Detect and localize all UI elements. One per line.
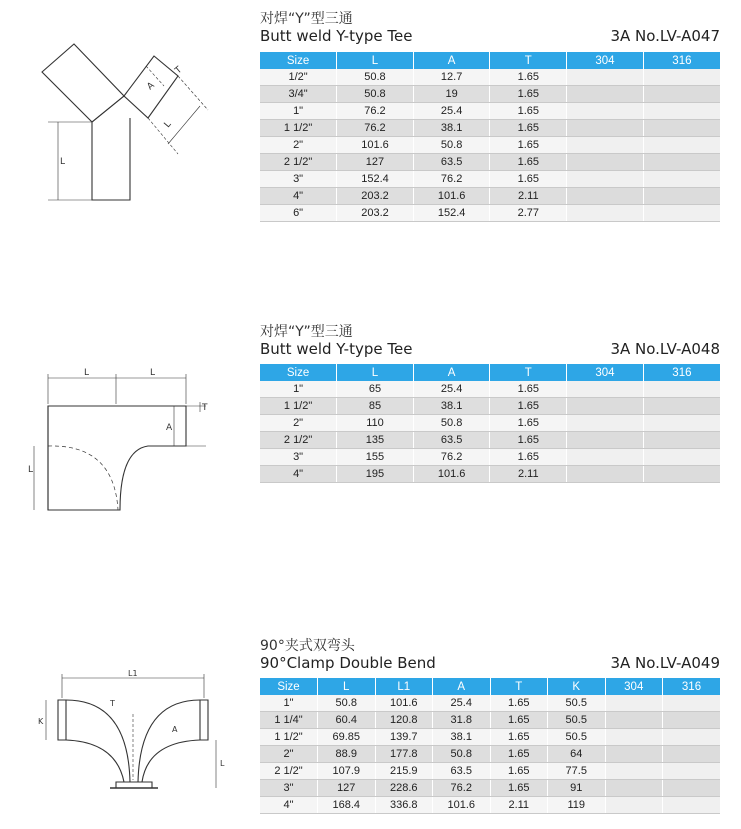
col-header-t: T: [490, 52, 567, 69]
table-cell: [643, 103, 720, 120]
col-header-l: L: [318, 678, 376, 695]
product-section-a048: [0, 316, 741, 506]
table-cell: 152.4: [337, 171, 414, 188]
col-header-size: Size: [260, 52, 337, 69]
table-cell: [643, 69, 720, 86]
table-cell: 76.2: [413, 449, 490, 466]
table-cell: 85: [337, 398, 414, 415]
col-header-l: L: [337, 364, 414, 381]
table-cell: 65: [337, 381, 414, 398]
dim-label-a: A: [145, 80, 157, 93]
spec-table: [260, 52, 720, 222]
table-cell: 1.65: [490, 120, 567, 137]
table-row: [260, 154, 720, 171]
table-cell: 50.5: [548, 712, 606, 729]
table-header-row: [260, 52, 720, 69]
table-row: [260, 171, 720, 188]
table-cell: 76.2: [413, 171, 490, 188]
table-cell: 12.7: [413, 69, 490, 86]
col-header-304: 304: [605, 678, 663, 695]
table-cell: 1.65: [490, 415, 567, 432]
table-cell: 25.4: [413, 381, 490, 398]
table-cell: 60.4: [318, 712, 376, 729]
table-cell: 1.65: [490, 712, 548, 729]
table-cell: 127: [337, 154, 414, 171]
table-cell: 1 1/2": [260, 120, 337, 137]
table-cell: 38.1: [433, 729, 491, 746]
table-cell: [567, 415, 644, 432]
table-cell: 38.1: [413, 398, 490, 415]
table-row: [260, 466, 720, 483]
dim-label-l: L: [220, 759, 225, 768]
table-cell: 76.2: [433, 780, 491, 797]
table-cell: 1.65: [490, 398, 567, 415]
table-cell: 1.65: [490, 695, 548, 712]
table-cell: 120.8: [375, 712, 433, 729]
table-row: [260, 137, 720, 154]
table-cell: 76.2: [337, 120, 414, 137]
table-cell: 50.8: [337, 69, 414, 86]
table-cell: 1.65: [490, 449, 567, 466]
dim-label-t: T: [110, 699, 115, 708]
table-cell: 2 1/2": [260, 154, 337, 171]
table-cell: 1 1/2": [260, 729, 318, 746]
table-cell: 1.65: [490, 171, 567, 188]
table-cell: 1.65: [490, 381, 567, 398]
col-header-k: K: [548, 678, 606, 695]
table-body: [260, 69, 720, 222]
table-cell: [643, 120, 720, 137]
spec-table: [260, 678, 720, 814]
col-header-t: T: [490, 364, 567, 381]
table-cell: 4": [260, 188, 337, 205]
table-cell: 101.6: [375, 695, 433, 712]
table-row: [260, 86, 720, 103]
table-row: [260, 381, 720, 398]
table-cell: 88.9: [318, 746, 376, 763]
table-cell: [567, 171, 644, 188]
table-cell: [663, 712, 721, 729]
table-cell: 3": [260, 780, 318, 797]
table-cell: 1": [260, 103, 337, 120]
col-header-size: Size: [260, 678, 318, 695]
table-header-row: [260, 364, 720, 381]
table-cell: [605, 712, 663, 729]
table-cell: 215.9: [375, 763, 433, 780]
section-title-cn: 90°夹式双弯头: [260, 638, 355, 654]
table-cell: [605, 729, 663, 746]
table-row: [260, 103, 720, 120]
section-title-en: Butt weld Y-type Tee: [260, 27, 413, 45]
table-cell: [567, 432, 644, 449]
col-header-a: A: [413, 52, 490, 69]
table-cell: [605, 763, 663, 780]
table-cell: [567, 103, 644, 120]
table-cell: 177.8: [375, 746, 433, 763]
table-cell: 135: [337, 432, 414, 449]
table-cell: 1.65: [490, 86, 567, 103]
col-header-l: L: [337, 52, 414, 69]
table-cell: 50.8: [337, 86, 414, 103]
table-row: [260, 188, 720, 205]
section-title-cn: 对焊“Y”型三通: [260, 324, 353, 340]
table-cell: 77.5: [548, 763, 606, 780]
table-cell: 1.65: [490, 69, 567, 86]
table-cell: [643, 188, 720, 205]
table-cell: 203.2: [337, 205, 414, 222]
table-cell: 25.4: [433, 695, 491, 712]
table-cell: 2 1/2": [260, 763, 318, 780]
table-cell: 1.65: [490, 763, 548, 780]
table-row: [260, 449, 720, 466]
table-row: [260, 69, 720, 86]
dim-label-t: T: [202, 403, 208, 413]
table-cell: 50.8: [433, 746, 491, 763]
dim-label-t: T: [173, 65, 185, 77]
dim-label-a: A: [172, 725, 178, 734]
table-row: [260, 432, 720, 449]
dim-label-a: A: [166, 423, 173, 433]
table-cell: 2": [260, 415, 337, 432]
table-cell: [663, 729, 721, 746]
section-title-en: Butt weld Y-type Tee: [260, 340, 413, 358]
dim-label-k: K: [38, 717, 44, 726]
table-cell: 2.11: [490, 188, 567, 205]
table-cell: 152.4: [413, 205, 490, 222]
table-cell: 64: [548, 746, 606, 763]
table-cell: [605, 780, 663, 797]
table-cell: [567, 466, 644, 483]
table-cell: [605, 746, 663, 763]
table-cell: 50.5: [548, 729, 606, 746]
table-cell: 203.2: [337, 188, 414, 205]
table-cell: 2": [260, 746, 318, 763]
table-cell: [567, 86, 644, 103]
table-cell: 127: [318, 780, 376, 797]
table-cell: 91: [548, 780, 606, 797]
table-cell: [643, 381, 720, 398]
table-cell: 1.65: [490, 137, 567, 154]
table-body: [260, 695, 720, 814]
table-row: [260, 695, 720, 712]
product-code: 3A No.LV-A047: [610, 27, 720, 45]
table-cell: [567, 137, 644, 154]
table-cell: 107.9: [318, 763, 376, 780]
col-header-t: T: [490, 678, 548, 695]
table-cell: 3": [260, 171, 337, 188]
table-cell: 50.8: [413, 415, 490, 432]
table-cell: 63.5: [433, 763, 491, 780]
table-cell: 76.2: [337, 103, 414, 120]
product-code: 3A No.LV-A048: [610, 340, 720, 358]
product-section-a049: [0, 630, 741, 829]
table-cell: 6": [260, 205, 337, 222]
dim-label-l-height: L: [28, 465, 34, 475]
table-cell: [567, 120, 644, 137]
table-cell: 63.5: [413, 154, 490, 171]
table-cell: [643, 86, 720, 103]
table-cell: [643, 137, 720, 154]
dim-label-l1: L1: [128, 670, 138, 678]
table-cell: 101.6: [337, 137, 414, 154]
table-cell: [567, 154, 644, 171]
table-cell: [663, 746, 721, 763]
table-cell: [663, 797, 721, 814]
table-cell: [567, 398, 644, 415]
table-cell: 31.8: [433, 712, 491, 729]
table-cell: 139.7: [375, 729, 433, 746]
table-cell: 1/2": [260, 69, 337, 86]
table-row: [260, 415, 720, 432]
table-cell: 110: [337, 415, 414, 432]
double-bend-drawing: [36, 670, 236, 800]
table-cell: 1": [260, 381, 337, 398]
col-header-316: 316: [643, 364, 720, 381]
col-header-304: 304: [567, 52, 644, 69]
table-cell: [567, 69, 644, 86]
table-cell: [567, 449, 644, 466]
dim-label-l-left: L: [84, 368, 90, 378]
table-cell: 25.4: [413, 103, 490, 120]
table-cell: 50.8: [413, 137, 490, 154]
table-cell: 336.8: [375, 797, 433, 814]
table-row: [260, 746, 720, 763]
table-cell: [643, 154, 720, 171]
col-header-316: 316: [663, 678, 721, 695]
table-row: [260, 780, 720, 797]
table-cell: 1 1/2": [260, 398, 337, 415]
col-header-304: 304: [567, 364, 644, 381]
table-cell: 1.65: [490, 729, 548, 746]
table-cell: 50.5: [548, 695, 606, 712]
table-cell: 69.85: [318, 729, 376, 746]
table-cell: [663, 780, 721, 797]
table-cell: 4": [260, 797, 318, 814]
table-cell: 228.6: [375, 780, 433, 797]
table-cell: [567, 188, 644, 205]
table-cell: [643, 466, 720, 483]
product-code: 3A No.LV-A049: [610, 654, 720, 672]
equal-tee-drawing: [28, 364, 218, 514]
table-row: [260, 729, 720, 746]
table-cell: 119: [548, 797, 606, 814]
table-cell: [663, 695, 721, 712]
table-row: [260, 398, 720, 415]
dim-label-l-right: L: [150, 368, 156, 378]
table-cell: 3/4": [260, 86, 337, 103]
table-cell: 1 1/4": [260, 712, 318, 729]
table-cell: 50.8: [318, 695, 376, 712]
table-row: [260, 797, 720, 814]
table-row: [260, 712, 720, 729]
spec-table: [260, 364, 720, 483]
table-cell: 195: [337, 466, 414, 483]
table-cell: [663, 763, 721, 780]
table-cell: [567, 205, 644, 222]
table-cell: [643, 205, 720, 222]
col-header-l1: L1: [375, 678, 433, 695]
table-cell: 19: [413, 86, 490, 103]
table-cell: 1.65: [490, 154, 567, 171]
table-cell: 38.1: [413, 120, 490, 137]
table-row: [260, 120, 720, 137]
table-cell: 4": [260, 466, 337, 483]
table-cell: 1.65: [490, 746, 548, 763]
table-cell: 101.6: [413, 466, 490, 483]
table-cell: 2 1/2": [260, 432, 337, 449]
table-row: [260, 763, 720, 780]
section-title-en: 90°Clamp Double Bend: [260, 654, 436, 672]
table-cell: [643, 415, 720, 432]
table-cell: 63.5: [413, 432, 490, 449]
y-tee-drawing: [28, 36, 243, 216]
table-cell: [567, 381, 644, 398]
table-cell: [643, 398, 720, 415]
table-cell: [643, 432, 720, 449]
table-header-row: [260, 678, 720, 695]
table-cell: [605, 797, 663, 814]
table-cell: 1.65: [490, 780, 548, 797]
table-cell: 1.65: [490, 432, 567, 449]
product-section-a047: [0, 0, 741, 240]
table-cell: 2.11: [490, 466, 567, 483]
table-cell: 155: [337, 449, 414, 466]
table-cell: [643, 171, 720, 188]
dim-label-l-arm: L: [162, 119, 174, 130]
table-cell: 2.11: [490, 797, 548, 814]
col-header-a: A: [433, 678, 491, 695]
dim-label-l-stem: L: [60, 157, 66, 167]
table-cell: [643, 449, 720, 466]
table-cell: 1": [260, 695, 318, 712]
table-cell: 2": [260, 137, 337, 154]
col-header-316: 316: [643, 52, 720, 69]
section-title-cn: 对焊“Y”型三通: [260, 11, 353, 27]
table-cell: [605, 695, 663, 712]
table-row: [260, 205, 720, 222]
table-cell: 1.65: [490, 103, 567, 120]
table-cell: 3": [260, 449, 337, 466]
col-header-a: A: [413, 364, 490, 381]
table-cell: 168.4: [318, 797, 376, 814]
col-header-size: Size: [260, 364, 337, 381]
table-cell: 2.77: [490, 205, 567, 222]
table-body: [260, 381, 720, 483]
table-cell: 101.6: [413, 188, 490, 205]
table-cell: 101.6: [433, 797, 491, 814]
